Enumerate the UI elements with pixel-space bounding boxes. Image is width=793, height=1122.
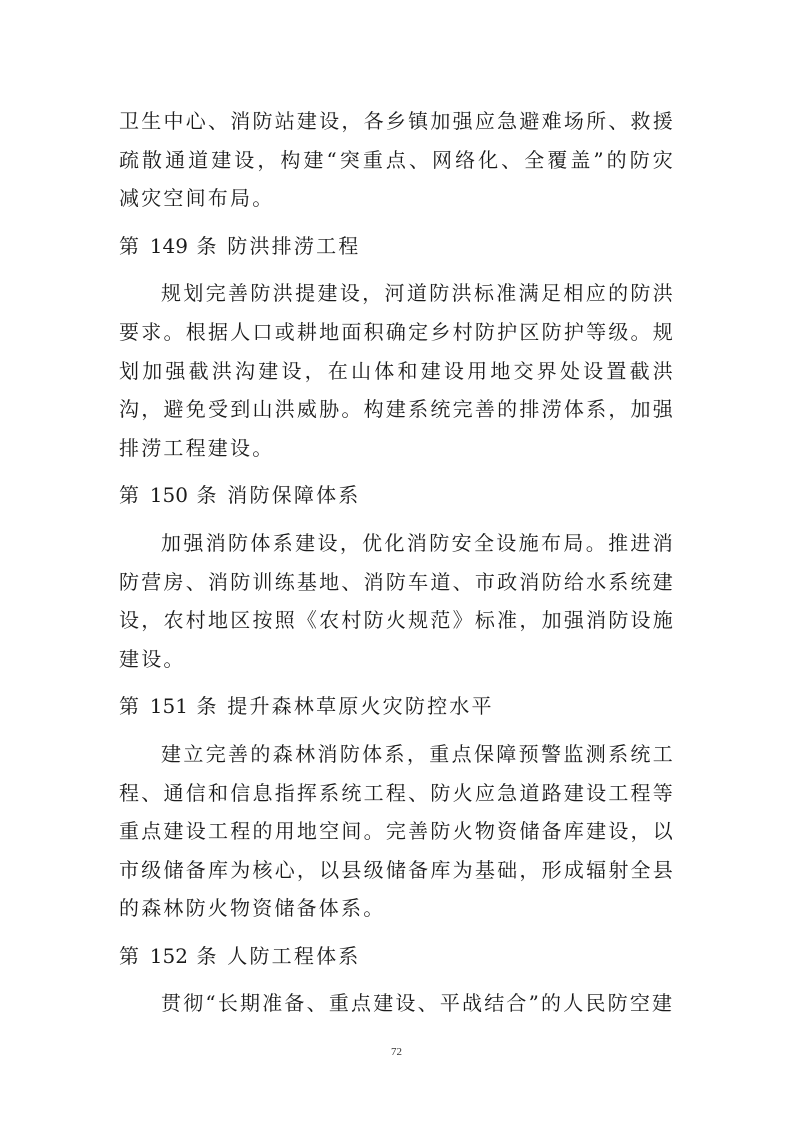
article-title: 人防工程体系 (227, 943, 361, 968)
article-suffix: 条 (196, 694, 219, 719)
article-heading-149 (119, 227, 675, 266)
article-suffix: 条 (196, 943, 219, 968)
article-heading-151 (119, 687, 675, 726)
article-title: 消防保障体系 (227, 483, 361, 508)
paragraph-forest-fire: 建立完善的森林消防体系，重点保障预警监测系统工程、通信和信息指挥系统工程、防火应急道路建设工程等重点建设工程的用地空间。完善防火物资储备库建设，以市级储备库为核心，以县级储备库为基础，形成辐射全县的森林防火物资储备体系。 (119, 741, 675, 921)
article-suffix: 条 (196, 233, 219, 258)
article-prefix: 第 (119, 233, 142, 258)
article-prefix: 第 (119, 943, 142, 968)
paragraph-continued: 卫生中心、消防站建设，各乡镇加强应急避难场所、救援疏散通道建设，构建“突重点、网络化、全覆盖”的防灾减灾空间布局。 (119, 109, 675, 211)
article-number: 151 (149, 694, 188, 719)
paragraph-civil-air-defense: 贯彻“长期准备、重点建设、平战结合”的人民防空建 (161, 991, 675, 1016)
paragraph-fire-protection: 加强消防体系建设，优化消防安全设施布局。推进消防营房、消防训练基地、消防车道、市政消防给水系统建设，农村地区按照《农村防火规范》标准，加强消防设施建设。 (119, 530, 675, 671)
article-title: 防洪排涝工程 (227, 233, 361, 258)
article-number: 152 (149, 943, 188, 968)
article-prefix: 第 (119, 483, 142, 508)
document-body (119, 102, 675, 1023)
article-title: 提升森林草原火灾防控水平 (227, 694, 494, 719)
article-number: 149 (149, 233, 188, 258)
paragraph-flood-control: 规划完善防洪提建设，河道防洪标准满足相应的防洪要求。根据人口或耕地面积确定乡村防护区防护等级。规划加强截洪沟建设，在山体和建设用地交界处设置截洪沟，避免受到山洪威胁。构建系统完善的排涝体系，加强排涝工程建设。 (119, 281, 675, 460)
article-heading-152 (119, 937, 675, 976)
article-number: 150 (149, 483, 188, 508)
article-heading-150 (119, 476, 675, 515)
article-suffix: 条 (196, 483, 219, 508)
article-prefix: 第 (119, 694, 142, 719)
page-number: 72 (391, 1046, 402, 1058)
